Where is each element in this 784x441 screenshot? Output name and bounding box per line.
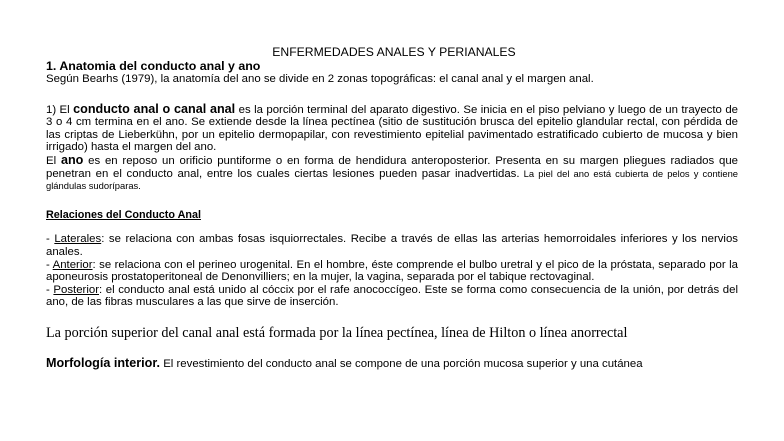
list-dash: -	[46, 283, 54, 296]
relacion-laterales	[46, 233, 738, 258]
relacion-label: Laterales	[54, 233, 102, 246]
section-heading-anatomia: 1. Anatomia del conducto anal y ano	[46, 59, 261, 73]
ano-text: es en reposo un orificio puntiforme o en forma de hendidura anteroposterior. Presenta en su margen pliegues radiados que penetran en el conducto anal, entre los cuales ciertas lesiones pueden pasar inadvertidas.	[46, 154, 739, 180]
relacion-text: : el conducto anal está unido al cóccix por el rafe anococcígeo. Este se forma como consecuencia de la unión, por detrás del ano, de las fibras musculares a las que sirve de inserción.	[46, 283, 738, 309]
morfologia-term: Morfología interior.	[46, 355, 161, 370]
ano-prefix: El	[46, 154, 61, 167]
relacion-text: : se relaciona con ambas fosas isquiorrectales. Recibe a través de ellas las arterias hemorroidales inferiores y los nervios anales.	[46, 233, 738, 258]
relacion-label: Posterior	[53, 283, 99, 296]
canal-term: conducto anal o canal anal	[73, 101, 236, 116]
list-dash: -	[46, 233, 55, 246]
spacer	[46, 341, 738, 357]
porcion-superior-paragraph: La porción superior del canal anal está formada por la línea pectínea, línea de Hilton o línea anorrectal	[46, 324, 628, 341]
canal-prefix: 1) El	[46, 103, 74, 116]
spacer	[46, 193, 738, 209]
morfologia-paragraph	[46, 357, 738, 371]
ano-term: ano	[60, 152, 84, 167]
spacer	[46, 221, 738, 233]
ano-paragraph	[46, 154, 738, 193]
canal-anal-paragraph	[46, 103, 738, 154]
morfologia-text: El revestimiento del conducto anal se compone de una porción mucosa superior y una cutánea	[160, 357, 643, 370]
document-title: ENFERMEDADES ANALES Y PERIANALES	[272, 45, 516, 59]
relaciones-heading: Relaciones del Conducto Anal	[46, 208, 201, 221]
relacion-text: : se relaciona con el perineo urogenital. En el hombre, éste comprende el bulbo uretral y el pico de la próstata, separado por la aponeurosis prostatoperitoneal de Denonvilliers; en la mujer, la vagina, separada por el tabique rectovaginal.	[46, 258, 738, 284]
canal-text: es la porción terminal del aparato digestivo. Se inicia en el piso pelviano y luego de un trayecto de 3 o 4 cm termina en el ano. Se extiende desde la línea pectínea (sitio de sustitución brusca del epitelio glandular rectal, con pérdida de las criptas de Lieberkühn, por un epitelio dermopapilar, con revestimiento epitelial pavimentado estratificado cubierto de mucosa y bien irrigado) hasta el margen del ano.	[46, 103, 738, 154]
relacion-anterior	[46, 259, 738, 284]
relacion-label: Anterior	[52, 258, 93, 271]
spacer	[46, 309, 738, 325]
spacer	[46, 86, 738, 103]
relacion-posterior	[46, 284, 738, 309]
document-page	[46, 46, 738, 371]
intro-paragraph: Según Bearhs (1979), la anatomía del ano se divide en 2 zonas topográficas: el canal anal y el margen anal.	[46, 73, 594, 85]
list-dash: -	[46, 258, 53, 271]
ano-small-text: La piel del ano está cubierta de pelos y contiene glándulas sudoríparas.	[46, 167, 738, 192]
